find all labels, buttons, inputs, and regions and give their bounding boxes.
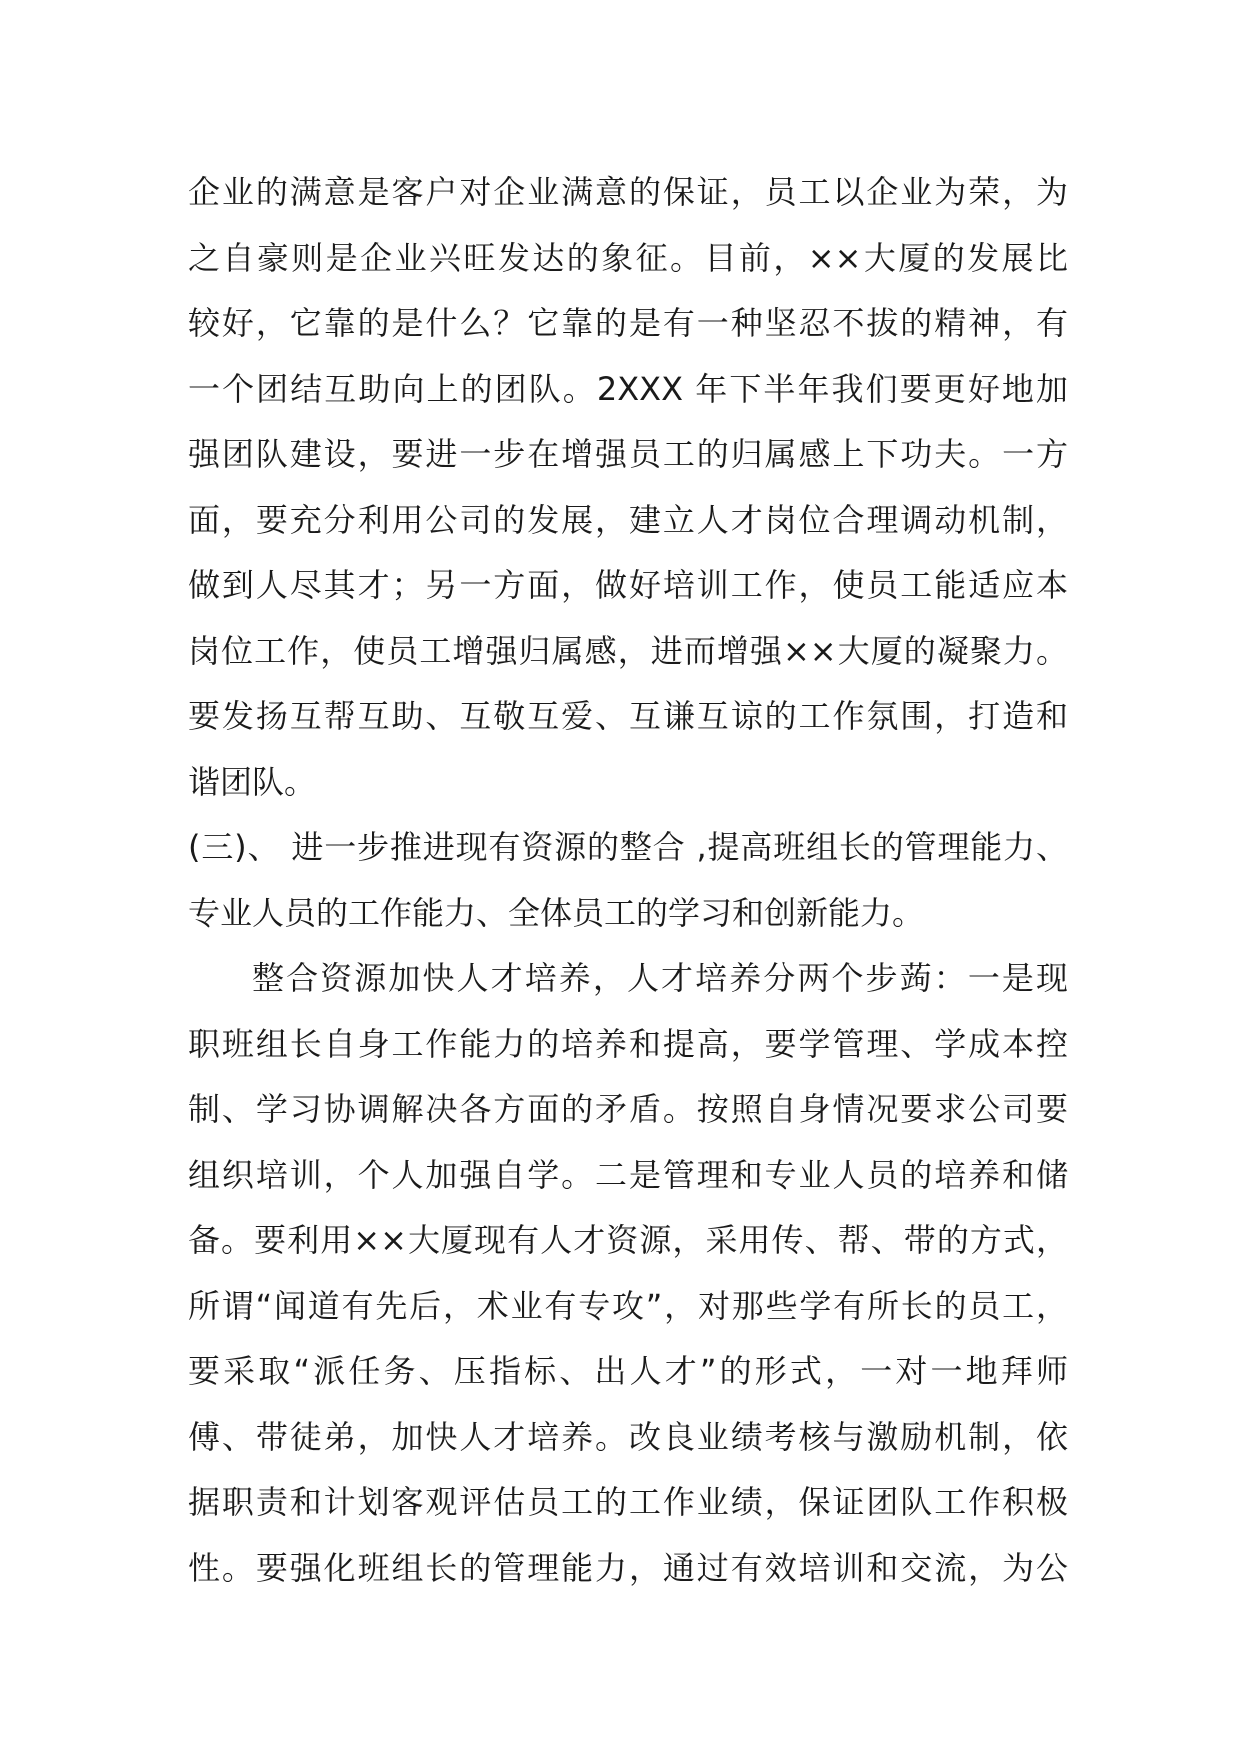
text-line: 要采取“派任务、压指标、出人才”的形式，一对一地拜师 [188,1352,1068,1390]
text-line: 做到人尽其才；另一方面，做好培训工作，使员工能适应本 [188,566,1068,604]
text-line: 据职责和计划客观评估员工的工作业绩，保证团队工作积极 [188,1483,1068,1521]
paragraph-first-line: 整合资源加快人才培养，人才培养分两个步蒟：一是现 [252,959,1068,997]
text-line: 备。要利用××大厦现有人才资源，采用传、帮、带的方式， [188,1221,1068,1259]
text-line: 制、学习协调解决各方面的矛盾。按照自身情况要求公司要 [188,1090,1068,1128]
text-line: 组织培训，个人加强自学。二是管理和专业人员的培养和储 [188,1155,1068,1194]
text-line: 性。要强化班组长的管理能力，通过有效培训和交流，为公 [188,1548,1068,1587]
text-line: 岗位工作，使员工增强归属感，进而增强××大厦的凝聚力。 [188,631,1068,670]
text-line: 一个团结互助向上的团队。2XXX 年下半年我们要更好地加 [188,369,1068,408]
section-heading: (三)、 进一步推进现有资源的整合 ,提高班组长的管理能力、 [188,828,1068,866]
text-line: 之自豪则是企业兴旺发达的象征。目前，××大厦的发展比 [188,238,1068,277]
section-heading-continued: 专业人员的工作能力、全体员工的学习和创新能力。 [188,893,925,932]
text-line: 要发扬互帮互助、互敬互爱、互谦互谅的工作氛围，打造和 [188,697,1068,735]
text-line: 企业的满意是客户对企业满意的保证，员工以企业为荣，为 [188,173,1068,211]
text-line: 所谓“闻道有先后，术业有专攻”，对那些学有所长的员工， [188,1286,1068,1325]
text-line: 较好，它靠的是什么？它靠的是有一种坚忍不拔的精神，有 [188,304,1068,342]
text-line: 强团队建设，要进一步在增强员工的归属感上下功夫。一方 [188,435,1068,473]
text-line: 面，要充分利用公司的发展，建立人才岗位合理调动机制， [188,500,1068,539]
text-line: 职班组长自身工作能力的培养和提高，要学管理、学成本控 [188,1024,1068,1063]
text-line: 傅、带徒弟，加快人才培养。改良业绩考核与激励机制，依 [188,1417,1068,1456]
body-text [188,160,1068,1601]
text-line: 谐团队。 [188,762,317,801]
